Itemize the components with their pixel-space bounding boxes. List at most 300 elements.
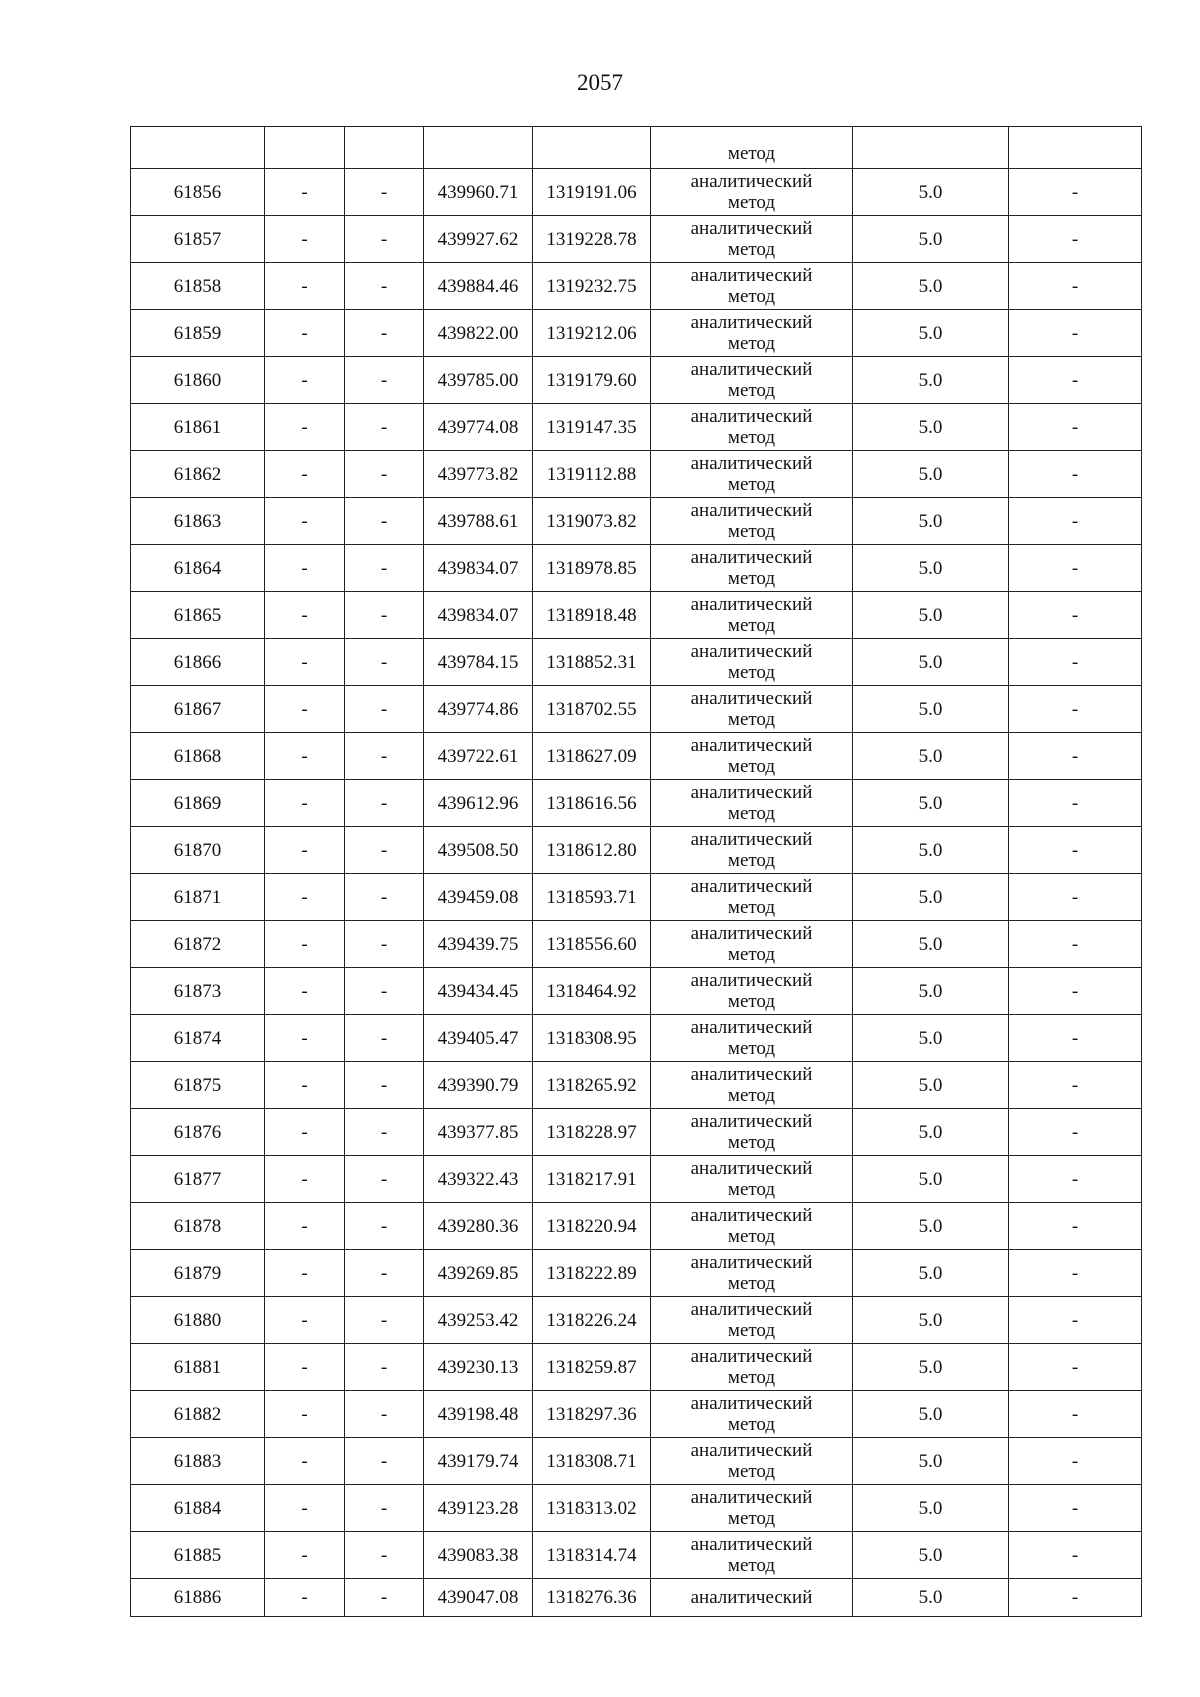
- empty-col-cell: -: [265, 498, 345, 545]
- point-number-cell: 61878: [131, 1203, 265, 1250]
- x-coordinate-cell: 439377.85: [424, 1109, 533, 1156]
- table-row: [131, 686, 1142, 733]
- note-cell: -: [1009, 733, 1142, 780]
- method-cell: [651, 1532, 853, 1579]
- method-text: аналитический: [690, 1064, 813, 1085]
- table-row: [131, 1485, 1142, 1532]
- method-text: аналитический: [690, 688, 813, 709]
- method-text: метод: [727, 1085, 776, 1106]
- empty-col-cell: -: [345, 874, 424, 921]
- method-text: метод: [727, 662, 776, 683]
- method-text: метод: [727, 286, 776, 307]
- method-cell: [651, 733, 853, 780]
- empty-col-cell: -: [345, 1579, 424, 1617]
- y-coordinate-cell: 1319073.82: [533, 498, 651, 545]
- method-text: метод: [727, 1367, 776, 1388]
- table-cell: [265, 127, 345, 169]
- method-text: метод: [727, 991, 776, 1012]
- x-coordinate-cell: 439047.08: [424, 1579, 533, 1617]
- method-text: аналитический: [690, 782, 813, 803]
- method-text: аналитический: [690, 735, 813, 756]
- x-coordinate-cell: 439722.61: [424, 733, 533, 780]
- accuracy-cell: 5.0: [853, 1250, 1009, 1297]
- method-text: аналитический: [690, 406, 813, 427]
- point-number-cell: 61863: [131, 498, 265, 545]
- accuracy-cell: 5.0: [853, 545, 1009, 592]
- y-coordinate-cell: 1318308.95: [533, 1015, 651, 1062]
- method-text: метод: [727, 143, 776, 164]
- table-row: [131, 1250, 1142, 1297]
- accuracy-cell: 5.0: [853, 1297, 1009, 1344]
- y-coordinate-cell: 1318702.55: [533, 686, 651, 733]
- table-row: [131, 733, 1142, 780]
- note-cell: -: [1009, 1297, 1142, 1344]
- empty-col-cell: -: [345, 968, 424, 1015]
- empty-col-cell: -: [265, 921, 345, 968]
- method-text: аналитический: [690, 594, 813, 615]
- point-number-cell: 61871: [131, 874, 265, 921]
- empty-col-cell: -: [345, 498, 424, 545]
- method-text: метод: [727, 1226, 776, 1247]
- y-coordinate-cell: 1318276.36: [533, 1579, 651, 1617]
- method-cell: [651, 968, 853, 1015]
- accuracy-cell: 5.0: [853, 1062, 1009, 1109]
- x-coordinate-cell: 439612.96: [424, 780, 533, 827]
- empty-col-cell: -: [265, 1015, 345, 1062]
- empty-col-cell: -: [265, 404, 345, 451]
- empty-col-cell: -: [265, 686, 345, 733]
- note-cell: -: [1009, 874, 1142, 921]
- accuracy-cell: 5.0: [853, 498, 1009, 545]
- point-number-cell: 61884: [131, 1485, 265, 1532]
- table-row: [131, 639, 1142, 686]
- method-text: аналитический: [690, 1017, 813, 1038]
- method-cell: [651, 639, 853, 686]
- method-text: метод: [727, 239, 776, 260]
- method-text: аналитический: [690, 970, 813, 991]
- table-row: [131, 1203, 1142, 1250]
- method-cell: [651, 404, 853, 451]
- note-cell: -: [1009, 216, 1142, 263]
- method-text: метод: [727, 1179, 776, 1200]
- accuracy-cell: 5.0: [853, 1438, 1009, 1485]
- method-text: аналитический: [690, 265, 813, 286]
- y-coordinate-cell: 1318226.24: [533, 1297, 651, 1344]
- method-cell: [651, 310, 853, 357]
- x-coordinate-cell: 439834.07: [424, 545, 533, 592]
- note-cell: -: [1009, 545, 1142, 592]
- y-coordinate-cell: 1318556.60: [533, 921, 651, 968]
- note-cell: -: [1009, 1579, 1142, 1617]
- method-cell: [651, 1297, 853, 1344]
- empty-col-cell: -: [345, 1485, 424, 1532]
- point-number-cell: 61862: [131, 451, 265, 498]
- table-row: [131, 827, 1142, 874]
- note-cell: -: [1009, 498, 1142, 545]
- empty-col-cell: -: [265, 216, 345, 263]
- empty-col-cell: -: [265, 780, 345, 827]
- point-number-cell: 61872: [131, 921, 265, 968]
- method-cell: [651, 1015, 853, 1062]
- method-text: метод: [727, 1320, 776, 1341]
- empty-col-cell: -: [345, 921, 424, 968]
- method-text: аналитический: [690, 829, 813, 850]
- method-text: аналитический: [690, 218, 813, 239]
- empty-col-cell: -: [345, 733, 424, 780]
- y-coordinate-cell: 1319191.06: [533, 169, 651, 216]
- note-cell: -: [1009, 1015, 1142, 1062]
- point-number-cell: 61883: [131, 1438, 265, 1485]
- accuracy-cell: 5.0: [853, 263, 1009, 310]
- method-text: аналитический: [690, 500, 813, 521]
- x-coordinate-cell: 439960.71: [424, 169, 533, 216]
- empty-col-cell: -: [345, 310, 424, 357]
- table-cell: [131, 127, 265, 169]
- method-cell: [651, 592, 853, 639]
- note-cell: -: [1009, 1109, 1142, 1156]
- x-coordinate-cell: 439508.50: [424, 827, 533, 874]
- note-cell: -: [1009, 1485, 1142, 1532]
- point-number-cell: 61864: [131, 545, 265, 592]
- note-cell: -: [1009, 357, 1142, 404]
- empty-col-cell: -: [265, 733, 345, 780]
- table-row: [131, 451, 1142, 498]
- x-coordinate-cell: 439322.43: [424, 1156, 533, 1203]
- method-text: аналитический: [690, 1158, 813, 1179]
- method-cell: [651, 1156, 853, 1203]
- point-number-cell: 61881: [131, 1344, 265, 1391]
- method-text: метод: [727, 709, 776, 730]
- accuracy-cell: 5.0: [853, 1015, 1009, 1062]
- x-coordinate-cell: 439083.38: [424, 1532, 533, 1579]
- y-coordinate-cell: 1319228.78: [533, 216, 651, 263]
- empty-col-cell: -: [265, 1532, 345, 1579]
- y-coordinate-cell: 1318314.74: [533, 1532, 651, 1579]
- point-number-cell: 61870: [131, 827, 265, 874]
- method-text: аналитический: [690, 876, 813, 897]
- note-cell: -: [1009, 404, 1142, 451]
- x-coordinate-cell: 439459.08: [424, 874, 533, 921]
- point-number-cell: 61875: [131, 1062, 265, 1109]
- method-text: аналитический: [690, 1299, 813, 1320]
- method-text: аналитический: [690, 1205, 813, 1226]
- accuracy-cell: 5.0: [853, 733, 1009, 780]
- note-cell: -: [1009, 1438, 1142, 1485]
- method-cell: [651, 263, 853, 310]
- empty-col-cell: -: [345, 1062, 424, 1109]
- table-row: [131, 1015, 1142, 1062]
- point-number-cell: 61877: [131, 1156, 265, 1203]
- method-cell: [651, 545, 853, 592]
- method-text: аналитический: [690, 171, 813, 192]
- table-cell: [853, 127, 1009, 169]
- accuracy-cell: 5.0: [853, 968, 1009, 1015]
- empty-col-cell: -: [345, 545, 424, 592]
- method-text: аналитический: [690, 1487, 813, 1508]
- y-coordinate-cell: 1318627.09: [533, 733, 651, 780]
- x-coordinate-cell: 439179.74: [424, 1438, 533, 1485]
- method-cell: [651, 686, 853, 733]
- method-text: метод: [727, 897, 776, 918]
- empty-col-cell: -: [265, 310, 345, 357]
- accuracy-cell: 5.0: [853, 169, 1009, 216]
- empty-col-cell: -: [265, 545, 345, 592]
- x-coordinate-cell: 439834.07: [424, 592, 533, 639]
- accuracy-cell: 5.0: [853, 686, 1009, 733]
- empty-col-cell: -: [345, 404, 424, 451]
- method-text: метод: [727, 1508, 776, 1529]
- x-coordinate-cell: 439280.36: [424, 1203, 533, 1250]
- point-number-cell: 61873: [131, 968, 265, 1015]
- method-text: метод: [727, 615, 776, 636]
- table-row: [131, 310, 1142, 357]
- point-number-cell: 61876: [131, 1109, 265, 1156]
- point-number-cell: 61874: [131, 1015, 265, 1062]
- accuracy-cell: 5.0: [853, 1156, 1009, 1203]
- y-coordinate-cell: 1318313.02: [533, 1485, 651, 1532]
- table-cell: [1009, 127, 1142, 169]
- empty-col-cell: -: [345, 1344, 424, 1391]
- empty-col-cell: -: [345, 263, 424, 310]
- note-cell: -: [1009, 1391, 1142, 1438]
- x-coordinate-cell: 439253.42: [424, 1297, 533, 1344]
- point-number-cell: 61868: [131, 733, 265, 780]
- method-text: метод: [727, 1461, 776, 1482]
- method-text: метод: [727, 944, 776, 965]
- note-cell: -: [1009, 451, 1142, 498]
- note-cell: -: [1009, 1156, 1142, 1203]
- y-coordinate-cell: 1318217.91: [533, 1156, 651, 1203]
- accuracy-cell: 5.0: [853, 874, 1009, 921]
- empty-col-cell: -: [265, 1485, 345, 1532]
- point-number-cell: 61886: [131, 1579, 265, 1617]
- x-coordinate-cell: 439773.82: [424, 451, 533, 498]
- method-text: метод: [727, 1038, 776, 1059]
- point-number-cell: 61867: [131, 686, 265, 733]
- accuracy-cell: 5.0: [853, 1109, 1009, 1156]
- note-cell: -: [1009, 263, 1142, 310]
- accuracy-cell: 5.0: [853, 357, 1009, 404]
- table-cell: [533, 127, 651, 169]
- coordinates-table: [130, 126, 1142, 1617]
- method-text: аналитический: [690, 453, 813, 474]
- empty-col-cell: -: [265, 1250, 345, 1297]
- table-row: [131, 874, 1142, 921]
- method-text: метод: [727, 380, 776, 401]
- point-number-cell: 61860: [131, 357, 265, 404]
- y-coordinate-cell: 1318852.31: [533, 639, 651, 686]
- empty-col-cell: -: [345, 1438, 424, 1485]
- y-coordinate-cell: 1318259.87: [533, 1344, 651, 1391]
- empty-col-cell: -: [345, 686, 424, 733]
- point-number-cell: 61879: [131, 1250, 265, 1297]
- x-coordinate-cell: 439230.13: [424, 1344, 533, 1391]
- method-text: метод: [727, 850, 776, 871]
- table-row: [131, 263, 1142, 310]
- point-number-cell: 61866: [131, 639, 265, 686]
- method-text: метод: [727, 803, 776, 824]
- accuracy-cell: 5.0: [853, 404, 1009, 451]
- empty-col-cell: -: [345, 1015, 424, 1062]
- empty-col-cell: -: [345, 780, 424, 827]
- empty-col-cell: -: [345, 1391, 424, 1438]
- empty-col-cell: -: [265, 1062, 345, 1109]
- method-text: аналитический: [690, 359, 813, 380]
- method-cell: [651, 498, 853, 545]
- y-coordinate-cell: 1319212.06: [533, 310, 651, 357]
- method-text: аналитический: [690, 1252, 813, 1273]
- empty-col-cell: -: [265, 827, 345, 874]
- table-row: [131, 1109, 1142, 1156]
- x-coordinate-cell: 439788.61: [424, 498, 533, 545]
- table-cell: [424, 127, 533, 169]
- method-cell: [651, 1391, 853, 1438]
- point-number-cell: 61882: [131, 1391, 265, 1438]
- method-text: аналитический: [690, 1534, 813, 1555]
- note-cell: -: [1009, 780, 1142, 827]
- accuracy-cell: 5.0: [853, 1532, 1009, 1579]
- method-cell: [651, 216, 853, 263]
- table-row: [131, 1579, 1142, 1617]
- y-coordinate-cell: 1319232.75: [533, 263, 651, 310]
- method-text: метод: [727, 1273, 776, 1294]
- point-number-cell: 61858: [131, 263, 265, 310]
- method-text: метод: [727, 474, 776, 495]
- empty-col-cell: -: [345, 639, 424, 686]
- table-cell: [345, 127, 424, 169]
- method-cell: [651, 874, 853, 921]
- method-cell: [651, 780, 853, 827]
- note-cell: -: [1009, 1532, 1142, 1579]
- empty-col-cell: -: [345, 1203, 424, 1250]
- method-cell: [651, 1485, 853, 1532]
- accuracy-cell: 5.0: [853, 1203, 1009, 1250]
- table-row: [131, 1062, 1142, 1109]
- point-number-cell: 61859: [131, 310, 265, 357]
- table-row: [131, 592, 1142, 639]
- empty-col-cell: -: [265, 968, 345, 1015]
- method-cell: [651, 451, 853, 498]
- accuracy-cell: 5.0: [853, 639, 1009, 686]
- table-row: [131, 357, 1142, 404]
- method-text: метод: [727, 521, 776, 542]
- point-number-cell: 61885: [131, 1532, 265, 1579]
- accuracy-cell: 5.0: [853, 921, 1009, 968]
- empty-col-cell: -: [345, 592, 424, 639]
- accuracy-cell: 5.0: [853, 592, 1009, 639]
- x-coordinate-cell: 439405.47: [424, 1015, 533, 1062]
- method-text: аналитический: [690, 1111, 813, 1132]
- method-text: метод: [727, 333, 776, 354]
- accuracy-cell: 5.0: [853, 827, 1009, 874]
- empty-col-cell: -: [345, 216, 424, 263]
- method-text: метод: [727, 1132, 776, 1153]
- table-row: [131, 169, 1142, 216]
- x-coordinate-cell: 439927.62: [424, 216, 533, 263]
- table-row: [131, 780, 1142, 827]
- method-text: метод: [727, 427, 776, 448]
- y-coordinate-cell: 1318297.36: [533, 1391, 651, 1438]
- y-coordinate-cell: 1318220.94: [533, 1203, 651, 1250]
- y-coordinate-cell: 1318464.92: [533, 968, 651, 1015]
- method-cell: [651, 169, 853, 216]
- y-coordinate-cell: 1318918.48: [533, 592, 651, 639]
- method-cell: [651, 1109, 853, 1156]
- method-text: аналитический: [690, 1393, 813, 1414]
- method-cell: [651, 1203, 853, 1250]
- empty-col-cell: -: [345, 357, 424, 404]
- x-coordinate-cell: 439390.79: [424, 1062, 533, 1109]
- method-text: метод: [727, 192, 776, 213]
- method-text: метод: [727, 1555, 776, 1576]
- y-coordinate-cell: 1318222.89: [533, 1250, 651, 1297]
- accuracy-cell: 5.0: [853, 451, 1009, 498]
- x-coordinate-cell: 439822.00: [424, 310, 533, 357]
- empty-col-cell: -: [345, 1156, 424, 1203]
- accuracy-cell: 5.0: [853, 780, 1009, 827]
- y-coordinate-cell: 1318308.71: [533, 1438, 651, 1485]
- table-row: [131, 1438, 1142, 1485]
- x-coordinate-cell: 439439.75: [424, 921, 533, 968]
- method-cell: [651, 127, 853, 169]
- note-cell: -: [1009, 827, 1142, 874]
- table-row: [131, 216, 1142, 263]
- method-cell: [651, 1579, 853, 1617]
- empty-col-cell: -: [265, 1344, 345, 1391]
- x-coordinate-cell: 439434.45: [424, 968, 533, 1015]
- method-text: аналитический: [690, 312, 813, 333]
- note-cell: -: [1009, 968, 1142, 1015]
- accuracy-cell: 5.0: [853, 1391, 1009, 1438]
- empty-col-cell: -: [265, 1109, 345, 1156]
- method-cell: [651, 827, 853, 874]
- note-cell: -: [1009, 1203, 1142, 1250]
- y-coordinate-cell: 1319147.35: [533, 404, 651, 451]
- method-text: метод: [727, 1414, 776, 1435]
- empty-col-cell: -: [265, 263, 345, 310]
- note-cell: -: [1009, 1062, 1142, 1109]
- method-text: аналитический: [690, 1587, 813, 1608]
- method-text: аналитический: [690, 1440, 813, 1461]
- empty-col-cell: -: [265, 1156, 345, 1203]
- x-coordinate-cell: 439269.85: [424, 1250, 533, 1297]
- note-cell: -: [1009, 921, 1142, 968]
- y-coordinate-cell: 1319112.88: [533, 451, 651, 498]
- method-text: аналитический: [690, 1346, 813, 1367]
- accuracy-cell: 5.0: [853, 1579, 1009, 1617]
- accuracy-cell: 5.0: [853, 1344, 1009, 1391]
- empty-col-cell: -: [265, 639, 345, 686]
- empty-col-cell: -: [345, 1250, 424, 1297]
- point-number-cell: 61880: [131, 1297, 265, 1344]
- table-row: [131, 921, 1142, 968]
- empty-col-cell: -: [345, 827, 424, 874]
- empty-col-cell: -: [345, 1297, 424, 1344]
- y-coordinate-cell: 1318593.71: [533, 874, 651, 921]
- empty-col-cell: -: [265, 1438, 345, 1485]
- x-coordinate-cell: 439123.28: [424, 1485, 533, 1532]
- table-row: [131, 1156, 1142, 1203]
- method-cell: [651, 1062, 853, 1109]
- y-coordinate-cell: 1318265.92: [533, 1062, 651, 1109]
- table-row: [131, 1297, 1142, 1344]
- empty-col-cell: -: [265, 451, 345, 498]
- method-text: метод: [727, 568, 776, 589]
- empty-col-cell: -: [345, 451, 424, 498]
- method-text: аналитический: [690, 641, 813, 662]
- x-coordinate-cell: 439198.48: [424, 1391, 533, 1438]
- continuation-row: [131, 127, 1142, 169]
